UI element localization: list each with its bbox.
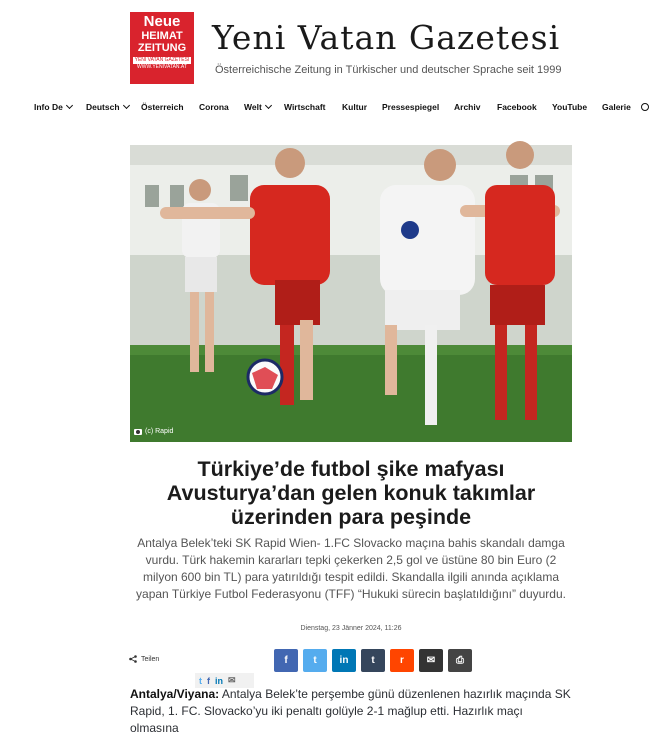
article-hero-image bbox=[130, 145, 572, 442]
image-credit bbox=[134, 428, 173, 435]
nav-item-osterreich[interactable] bbox=[141, 102, 184, 112]
linkedin-share-button[interactable] bbox=[332, 649, 356, 672]
logo-line-gazetesi: YENI VATAN GAZETESI bbox=[134, 57, 190, 63]
facebook-icon: f bbox=[284, 655, 288, 666]
nav-label: Welt bbox=[244, 102, 262, 112]
twitter-share-button[interactable] bbox=[303, 649, 327, 672]
nav-label: Info De bbox=[34, 102, 63, 112]
football-photo-illustration bbox=[130, 145, 572, 442]
nav-label: Pressespiegel bbox=[382, 102, 440, 112]
nav-label: YouTube bbox=[552, 102, 588, 112]
article-date: Dienstag, 23 Jänner 2024, 11:26 bbox=[300, 625, 402, 632]
article-body bbox=[130, 686, 572, 737]
share-label bbox=[129, 655, 159, 663]
nav-item-pressespiegel[interactable] bbox=[382, 102, 439, 112]
print-button[interactable] bbox=[448, 649, 472, 672]
main-nav bbox=[0, 100, 647, 120]
logo-line-heimat: HEIMAT bbox=[141, 30, 183, 42]
nav-item-info-de[interactable] bbox=[34, 102, 72, 112]
nav-label: Wirtschaft bbox=[284, 102, 326, 112]
share-buttons bbox=[274, 649, 472, 672]
nav-label: Facebook bbox=[497, 102, 537, 112]
facebook-share-button[interactable] bbox=[274, 649, 298, 672]
site-title[interactable]: Yeni Vatan Gazetesi bbox=[212, 18, 561, 57]
camera-icon bbox=[134, 429, 142, 435]
search-icon[interactable] bbox=[641, 103, 649, 111]
nav-item-deutsch[interactable] bbox=[86, 102, 129, 112]
nav-label: Österreich bbox=[141, 102, 184, 112]
article-lead: Antalya Belek’teki SK Rapid Wien- 1.FC Slovacko maçına bahis skandalı damga vurdu. Türk hakemin kararları tepki çekerken 2,5 gol ve üstüne 80 bin Euro (2 milyon 600 bin TL) para yatırıldığı tespit edildi. Skandalla ilgili anında açıklama yapan Türkiye Futbol Federasyonu (TFF) “Hukuki sürecin başlatıldığını” duyurdu. bbox=[136, 536, 566, 601]
logo-line-neue: Neue bbox=[143, 13, 181, 30]
twitter-icon[interactable]: t bbox=[199, 675, 202, 686]
article-dateline: Antalya/Viyana: bbox=[130, 687, 220, 701]
nav-label: Corona bbox=[199, 102, 229, 112]
nav-item-welt[interactable] bbox=[244, 102, 271, 112]
site-logo[interactable] bbox=[130, 12, 194, 84]
nav-item-kultur[interactable] bbox=[342, 102, 367, 112]
nav-label: Archiv bbox=[454, 102, 481, 112]
share-icon bbox=[129, 655, 137, 663]
logo-line-url: WWW.YENIVATAN.AT bbox=[137, 64, 187, 70]
linkedin-icon[interactable]: in bbox=[215, 675, 223, 686]
reddit-icon: r bbox=[400, 655, 404, 666]
chevron-down-icon bbox=[265, 102, 272, 109]
nav-item-archiv[interactable] bbox=[454, 102, 480, 112]
logo-line-zeitung: ZEITUNG bbox=[137, 42, 187, 54]
nav-label: Deutsch bbox=[86, 102, 120, 112]
tumblr-icon: t bbox=[371, 655, 375, 666]
email-share-button[interactable] bbox=[419, 649, 443, 672]
nav-item-facebook[interactable] bbox=[497, 102, 537, 112]
nav-label: Kultur bbox=[342, 102, 368, 112]
chevron-down-icon bbox=[66, 102, 73, 109]
print-icon: ⎙ bbox=[456, 655, 464, 666]
chevron-down-icon bbox=[123, 102, 130, 109]
reddit-share-button[interactable] bbox=[390, 649, 414, 672]
share-label-text: Teilen bbox=[141, 655, 160, 663]
linkedin-icon: in bbox=[339, 655, 349, 666]
site-subtitle: Österreichische Zeitung in Türkischer und deutscher Sprache seit 1999 bbox=[215, 64, 562, 76]
nav-label: Galerie bbox=[602, 102, 631, 112]
twitter-icon: t bbox=[313, 655, 317, 666]
email-icon: ✉ bbox=[426, 655, 436, 666]
image-credit-text: (c) Rapid bbox=[145, 428, 174, 435]
nav-item-wirtschaft[interactable] bbox=[284, 102, 325, 112]
nav-item-corona[interactable] bbox=[199, 102, 229, 112]
nav-item-galerie[interactable] bbox=[602, 102, 631, 112]
facebook-icon[interactable]: f bbox=[207, 675, 210, 686]
article-title: Türkiye’de futbol şike mafyası Avusturya’dan gelen konuk takımlar üzerinden para peşinde bbox=[166, 457, 536, 529]
nav-item-youtube[interactable] bbox=[552, 102, 587, 112]
email-icon[interactable]: ✉ bbox=[228, 675, 236, 685]
article-body-text: Antalya Belek’te perşembe günü düzenlenen hazırlık maçında SK Rapid, 1. FC. Slovacko’yu iki penaltı golüyle 2-1 mağlup etti. Hazırlık maçı olmasına bbox=[130, 687, 571, 735]
tumblr-share-button[interactable] bbox=[361, 649, 385, 672]
